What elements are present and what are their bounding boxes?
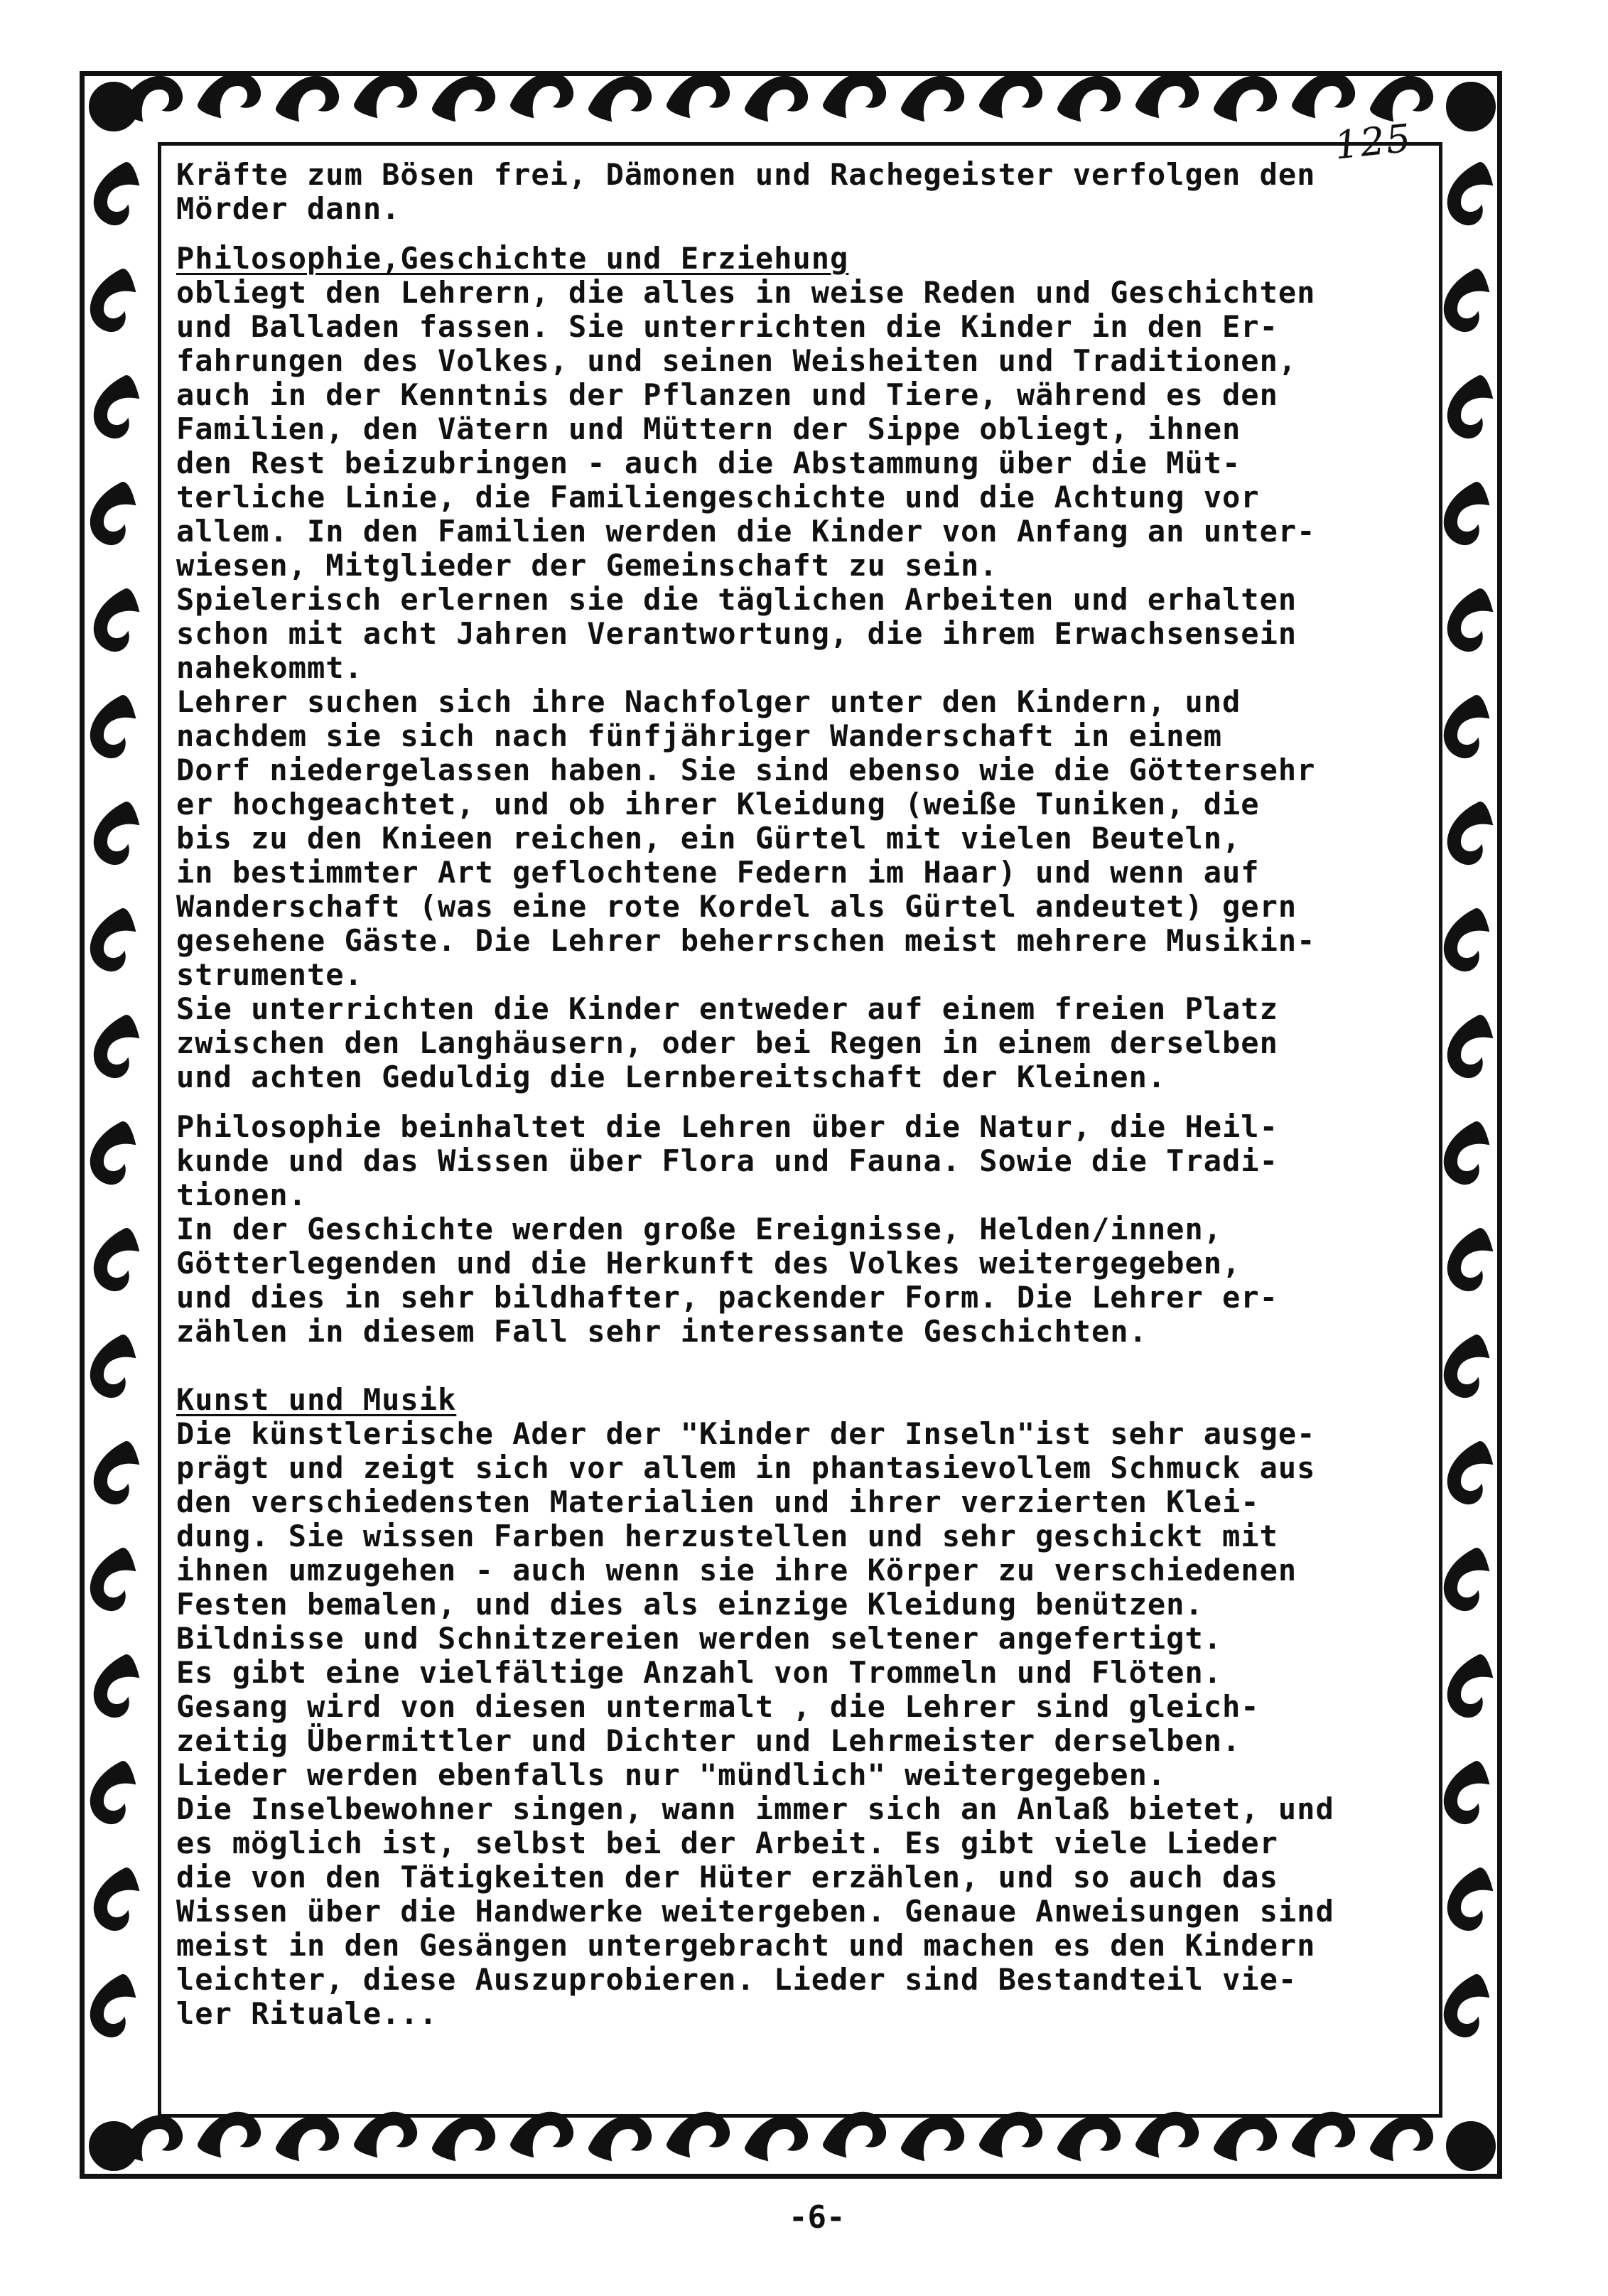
text-line: Bildnisse und Schnitzereien werden seltener angefertigt. — [176, 1621, 1223, 1656]
text-line: in bestimmter Art geflochtene Federn im Haar) und wenn auf — [176, 855, 1260, 890]
text-line: Lehrer suchen sich ihre Nachfolger unter den Kindern, und — [176, 684, 1241, 719]
footer-page-number: -6- — [789, 2199, 846, 2236]
text-line: Sie unterrichten die Kinder entweder auf einem freien Platz — [176, 991, 1278, 1026]
text-line: strumente. — [176, 957, 363, 992]
text-line: die von den Tätigkeiten der Hüter erzählen, und so auch das — [176, 1860, 1278, 1895]
text-line: Festen bemalen, und dies als einzige Kleidung benützen. — [176, 1587, 1204, 1622]
text-line: Die Inselbewohner singen, wann immer sich an Anlaß bietet, und — [176, 1791, 1334, 1826]
text-line: allem. In den Familien werden die Kinder von Anfang an unter- — [176, 514, 1316, 549]
text-line: ihnen umzugehen - auch wenn sie ihre Körper zu verschiedenen — [176, 1553, 1297, 1588]
text-line: den verschiedensten Materialien und ihrer verzierten Klei- — [176, 1484, 1260, 1519]
text-line: er hochgeachtet, und ob ihrer Kleidung (weiße Tuniken, die — [176, 787, 1260, 821]
text-line: Familien, den Vätern und Müttern der Sippe obliegt, ihnen — [176, 411, 1241, 446]
text-line: prägt und zeigt sich vor allem in phantasievollem Schmuck aus — [176, 1450, 1316, 1485]
text-line: Die künstlerische Ader der "Kinder der Inseln"ist sehr ausge- — [176, 1416, 1316, 1451]
text-line: nahekommt. — [176, 650, 363, 685]
handwritten-page-number: 125 — [1332, 115, 1415, 168]
section-heading-art: Kunst und Musik — [176, 1382, 457, 1417]
text-line: auch in der Kenntnis der Pflanzen und Tiere, während es den — [176, 377, 1278, 412]
text-line: es möglich ist, selbst bei der Arbeit. Es gibt viele Lieder — [176, 1826, 1278, 1860]
text-line: wiesen, Mitglieder der Gemeinschaft zu sein. — [176, 548, 998, 583]
text-line: Lieder werden ebenfalls nur "mündlich" weitergegeben. — [176, 1757, 1167, 1792]
section-heading-philosophy: Philosophie,Geschichte und Erziehung — [176, 241, 849, 276]
text-line: schon mit acht Jahren Verantwortung, die ihrem Erwachsensein — [176, 616, 1297, 651]
text-line: In der Geschichte werden große Ereignisse, Helden/innen, — [176, 1212, 1223, 1246]
text-line: tionen. — [176, 1177, 308, 1212]
text-line: dung. Sie wissen Farben herzustellen und sehr geschickt mit — [176, 1519, 1278, 1553]
text-line: terliche Linie, die Familiengeschichte und die Achtung vor — [176, 480, 1260, 514]
text-line: Dorf niedergelassen haben. Sie sind ebenso wie die Göttersehr — [176, 753, 1316, 787]
text-line: und dies in sehr bildhafter, packender Form. Die Lehrer er- — [176, 1280, 1278, 1315]
text-line: Gesang wird von diesen untermalt , die Lehrer sind gleich- — [176, 1689, 1260, 1724]
text-line: fahrungen des Volkes, und seinen Weisheiten und Traditionen, — [176, 343, 1297, 378]
text-line: zeitig Übermittler und Dichter und Lehrmeister derselben. — [176, 1723, 1241, 1758]
text-line: nachdem sie sich nach fünfjähriger Wanderschaft in einem — [176, 718, 1223, 753]
text-line: Kräfte zum Bösen frei, Dämonen und Rachegeister verfolgen den — [176, 157, 1316, 192]
text-line: Spielerisch erlernen sie die täglichen Arbeiten und erhalten — [176, 582, 1297, 617]
text-line: Götterlegenden und die Herkunft des Volkes weitergegeben, — [176, 1246, 1241, 1281]
text-line: leichter, diese Auszuprobieren. Lieder sind Bestandteil vie- — [176, 1962, 1297, 1997]
text-line: Wissen über die Handwerke weitergeben. Genaue Anweisungen sind — [176, 1894, 1334, 1929]
text-line: kunde und das Wissen über Flora und Fauna. Sowie die Tradi- — [176, 1143, 1278, 1178]
text-line: ler Rituale... — [176, 1996, 438, 2031]
text-line: den Rest beizubringen - auch die Abstammung über die Müt- — [176, 446, 1241, 480]
text-line: Es gibt eine vielfältige Anzahl von Trommeln und Flöten. — [176, 1655, 1223, 1690]
text-line: Wanderschaft (was eine rote Kordel als Gürtel andeutet) gern — [176, 889, 1297, 924]
text-line: meist in den Gesängen untergebracht und machen es den Kindern — [176, 1928, 1316, 1963]
text-line: zwischen den Langhäusern, oder bei Regen in einem derselben — [176, 1025, 1278, 1060]
text-line: bis zu den Knieen reichen, ein Gürtel mit vielen Beuteln, — [176, 821, 1241, 856]
text-line: und achten Geduldig die Lernbereitschaft der Kleinen. — [176, 1060, 1167, 1094]
text-line: Mörder dann. — [176, 191, 401, 226]
body-text — [176, 158, 1434, 2031]
text-line: Philosophie beinhaltet die Lehren über die Natur, die Heil- — [176, 1109, 1278, 1144]
text-line: obliegt den Lehrern, die alles in weise Reden und Geschichten — [176, 275, 1316, 310]
text-line: zählen in diesem Fall sehr interessante Geschichten. — [176, 1314, 1148, 1349]
text-line: und Balladen fassen. Sie unterrichten die Kinder in den Er- — [176, 309, 1278, 344]
text-line: gesehene Gäste. Die Lehrer beherrschen meist mehrere Musikin- — [176, 923, 1316, 958]
